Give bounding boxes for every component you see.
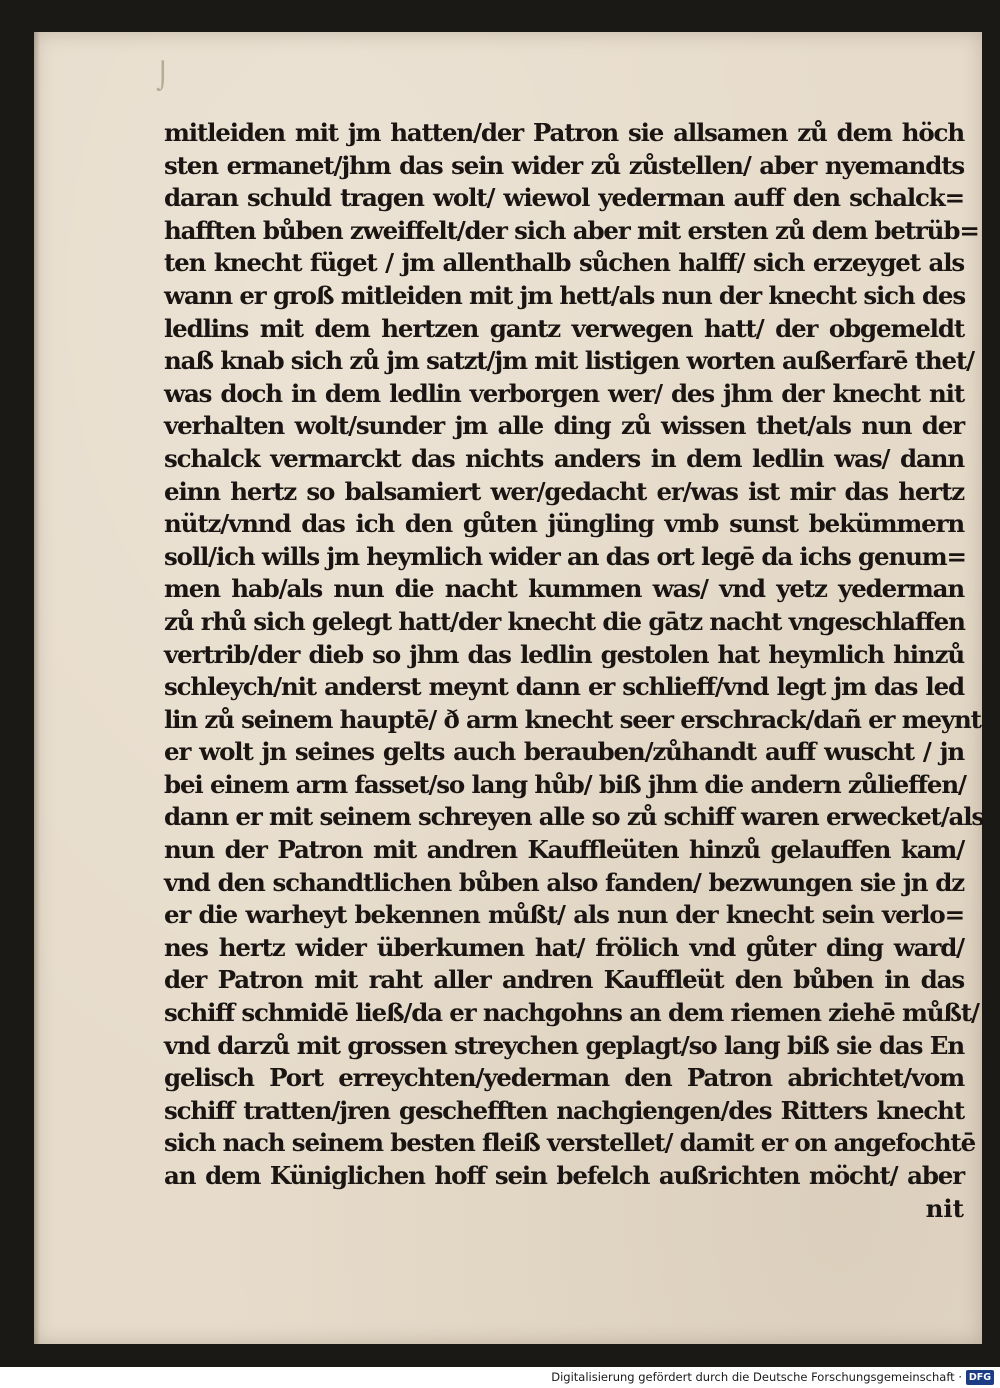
text-line: schalck vermarckt das nichts anders in dem ledlin was/ dann bbox=[164, 443, 964, 473]
text-line: ledlins mit dem hertzen gantz verwegen hatt/ der obgemeldt bbox=[164, 313, 964, 343]
text-line: sich nach seinem besten fleiß verstellet/ damit er on angefochtē bbox=[164, 1128, 976, 1158]
text-line: men hab/als nun die nacht kummen was/ vnd yetz yederman bbox=[164, 574, 964, 604]
text-line: der Patron mit raht aller andren Kauffleüt den bůben in das bbox=[164, 965, 964, 995]
text-line: er die warheyt bekennen můßt/ als nun der knecht sein verlo= bbox=[164, 900, 964, 930]
dfg-logo-icon: DFG bbox=[966, 1370, 994, 1385]
footer-bar bbox=[0, 1367, 1000, 1388]
text-line: einn hertz so balsamiert wer/gedacht er/was ist mir das hertz bbox=[164, 476, 964, 506]
page-text bbox=[164, 117, 985, 1225]
text-line: soll/ich wills jm heymlich wider an das ort legē da ichs genum= bbox=[164, 541, 966, 571]
text-line: an dem Küniglichen hoff sein befelch außrichten möcht/ aber bbox=[164, 1161, 964, 1190]
text-line: vnd den schandtlichen bůben also fanden/ bezwungen sie jn dz bbox=[164, 867, 964, 897]
text-line: schiff tratten/jren geschefften nachgiengen/des Ritters knecht bbox=[164, 1095, 964, 1125]
text-line: bei einem arm fasset/so lang hůb/ biß jhm die andern zůlieffen/ bbox=[164, 769, 966, 799]
text-line: zů rhů sich gelegt hatt/der knecht die gātz nacht vngeschlaffen bbox=[164, 606, 965, 636]
text-line: vertrib/der dieb so jhm das ledlin gestolen hat heymlich hinzů bbox=[164, 639, 964, 669]
text-line: nun der Patron mit andren Kauffleüten hinzů gelauffen kam/ bbox=[164, 835, 964, 865]
pencil-mark: ⌡ bbox=[156, 62, 170, 92]
funding-credit: Digitalisierung gefördert durch die Deutsche Forschungsgemeinschaft · bbox=[551, 1370, 962, 1384]
text-line: nes hertz wider überkumen hat/ frölich vnd gůter ding ward/ bbox=[164, 932, 964, 962]
text-line: sten ermanet/jhm das sein wider zů zůstellen/ aber nyemandts bbox=[164, 150, 964, 180]
text-line: er wolt jn seines gelts auch berauben/zůhandt auff wuscht / jn bbox=[164, 737, 964, 767]
text-line: mitleiden mit jm hatten/der Patron sie allsamen zů dem höch bbox=[164, 118, 964, 147]
text-line: hafften bůben zweiffelt/der sich aber mit ersten zů dem betrüb= bbox=[164, 215, 979, 245]
book-page bbox=[34, 32, 985, 1344]
text-line: vnd darzů mit grossen streychen geplagt/so lang biß sie das En bbox=[164, 1030, 964, 1060]
text-line: verhalten wolt/sunder jm alle ding zů wissen thet/als nun der bbox=[164, 411, 964, 441]
text-line: schiff schmidē ließ/da er nachgohns an dem riemen ziehē můßt/ bbox=[164, 998, 979, 1028]
text-line: nütz/vnnd das ich den gůten jüngling vmb sunst bekümmern bbox=[164, 509, 964, 539]
text-line: was doch in dem ledlin verborgen wer/ des jhm der knecht nit bbox=[164, 378, 964, 408]
text-line: dann er mit seinem schreyen alle so zů schiff waren erwecket/als bbox=[164, 802, 985, 832]
page-shadow-edge bbox=[34, 32, 40, 1344]
text-line: schleych/nit anderst meynt dann er schlieff/vnd legt jm das led bbox=[164, 672, 964, 702]
text-line: wann er groß mitleiden mit jm hett/als nun der knecht sich des bbox=[164, 280, 966, 310]
text-line: gelisch Port erreychten/yederman den Patron abrichtet/vom bbox=[164, 1063, 964, 1093]
catchword: nit bbox=[925, 1193, 964, 1223]
text-line: naß knab sich zů jm satzt/jm mit listigen worten außerfarē thet/ bbox=[164, 346, 974, 376]
text-line: lin zů seinem hauptē/ ð arm knecht seer erschrack/dañ er meynt bbox=[164, 704, 981, 734]
text-line: daran schuld tragen wolt/ wiewol yederman auff den schalck= bbox=[164, 183, 964, 213]
text-line: ten knecht füget / jm allenthalb sůchen halff/ sich erzeyget als bbox=[164, 248, 964, 278]
